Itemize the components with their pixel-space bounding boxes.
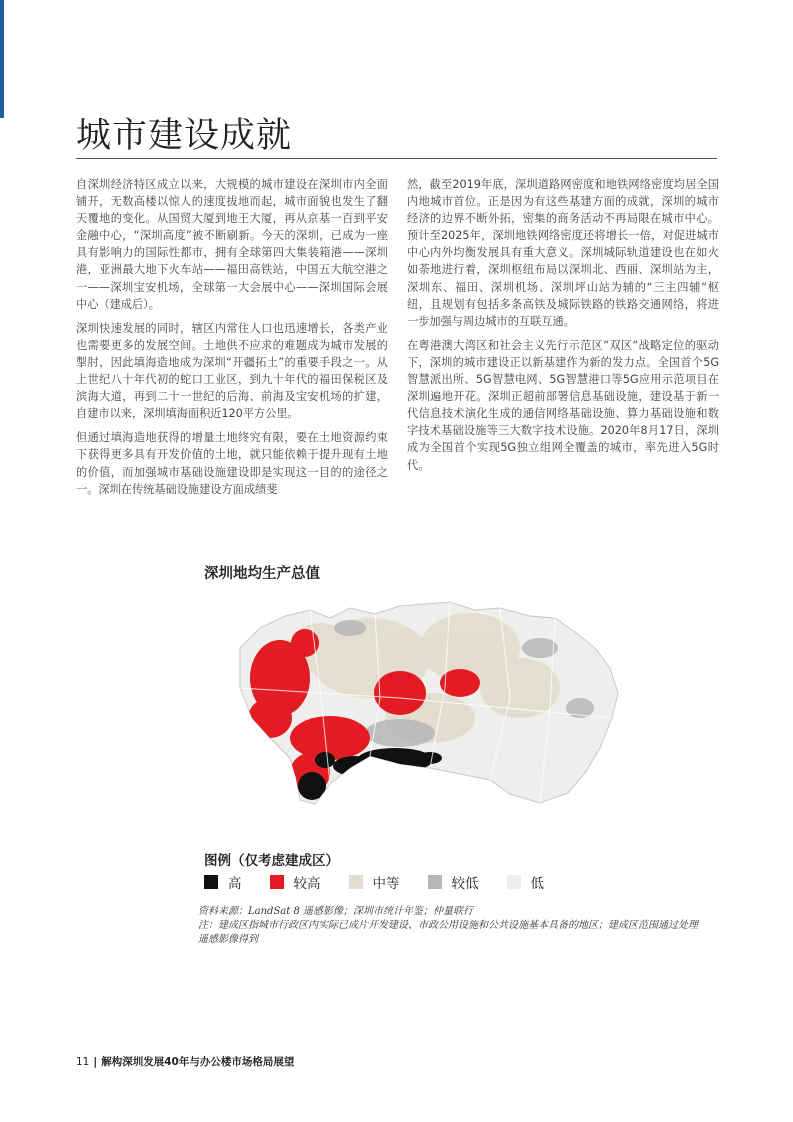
source-line: 资料来源：LandSat 8 遥感影像；深圳市统计年鉴；仲量联行 — [198, 906, 473, 917]
legend-item-high — [204, 872, 242, 892]
source-notes — [198, 905, 698, 947]
paragraph: 深圳快速发展的同时，辖区内常住人口也迅速增长，各类产业也需要更多的发展空间。土地供不应求的难题成为城市发展的掣肘，因此填海造地成为深圳“开疆拓土”的重要手段之一。从上世纪八十年代初的蛇口工业区，到九十年代的福田保税区及滨海大道，再到二十一世纪的后海、前海及宝安机场的扩建，自建市以来，深圳填海面积近120平方公里。 — [76, 321, 388, 421]
legend-swatch-high — [204, 875, 218, 889]
page-number: 11 — [76, 1056, 90, 1068]
text-column-right — [407, 176, 719, 481]
legend-swatch-low-medium — [428, 875, 442, 889]
shenzhen-density-map — [200, 588, 630, 828]
footer-separator: | — [93, 1056, 98, 1068]
legend-item-low — [507, 872, 545, 892]
legend-item-low-medium — [428, 872, 479, 892]
note-line: 注：建成区指城市行政区内实际已成片开发建设、市政公用设施和公共设施基本具备的地区；建成区范围通过处理遥感影像得到 — [198, 920, 698, 945]
paragraph: 然，截至2019年底，深圳道路网密度和地铁网络密度均居全国内地城市首位。正是因为有这些基建方面的成就，深圳的城市经济的边界不断外拓，密集的商务活动不再局限在城市中心。预计至2025年，深圳地铁网络密度还将增长一倍，对促进城市中心内外均衡发展具有重大意义。深圳城际轨道建设也在如火如荼地进行着，深圳枢纽布局以深圳北、西丽、深圳站为主，深圳东、福田、深圳机场、深圳坪山站为辅的“三主四辅“枢纽，且规划有包括多条高铁及城际铁路的铁路交通网络，将进一步加强与周边城市的互联互通。 — [407, 178, 719, 328]
title-divider — [76, 158, 717, 159]
paragraph: 自深圳经济特区成立以来，大规模的城市建设在深圳市内全面铺开，无数高楼以惊人的速度拔地而起，城市面貌也发生了翻天覆地的变化。从国贸大厦到地王大厦，再从京基一百到平安金融中心，“深圳高度”被不断刷新。今天的深圳，已成为一座具有影响力的国际性都市，拥有全球第四大集装箱港——深圳港，亚洲最大地下火车站——福田高铁站，中国五大航空港之一——深圳宝安机场，全球第一大会展中心——深圳国际会展中心（建成后）。 — [76, 178, 388, 311]
page-footer — [76, 1054, 294, 1069]
map-title: 深圳地均生产总值 — [204, 566, 320, 582]
legend-label: 较低 — [451, 876, 479, 892]
paragraph: 在粤港澳大湾区和社会主义先行示范区“双区“战略定位的驱动下，深圳的城市建设正以新基建作为新的发力点。全国首个5G智慧派出所、5G智慧电网、5G智慧港口等5G应用示范项目在深圳遍地开花。深圳正超前部署信息基础设施，建设基于新一代信息技术演化生成的通信网络基础设施、算力基础设施和数字技术基础设施等三大数字技术设施。2020年8月17日，深圳成为全国首个实现5G独立组网全覆盖的城市，率先进入5G时代。 — [407, 338, 719, 472]
legend-label: 低 — [530, 876, 544, 892]
legend-label: 高 — [228, 876, 242, 892]
page-title: 城市建设成就 — [76, 116, 293, 156]
legend-swatch-medium — [349, 875, 363, 889]
legend-item-medium — [349, 872, 400, 892]
legend-title: 图例（仅考虑建成区） — [204, 853, 339, 869]
publication-title: 解构深圳发展40年与办公楼市场格局展望 — [101, 1056, 295, 1068]
legend-item-medium-high — [270, 872, 321, 892]
text-column-left — [76, 176, 388, 505]
legend-label: 较高 — [293, 876, 321, 892]
map-legend — [204, 872, 572, 892]
legend-swatch-low — [507, 875, 521, 889]
legend-swatch-medium-high — [270, 875, 284, 889]
legend-label: 中等 — [372, 876, 400, 892]
page-edge-accent-bar — [0, 0, 4, 118]
paragraph: 但通过填海造地获得的增量土地终究有限，要在土地资源约束下获得更多具有开发价值的土地，就只能依赖于提升现有土地的价值，而加强城市基础设施建设即是实现这一目的的途径之一。深圳在传统基础设施建设方面成绩斐 — [76, 431, 388, 496]
